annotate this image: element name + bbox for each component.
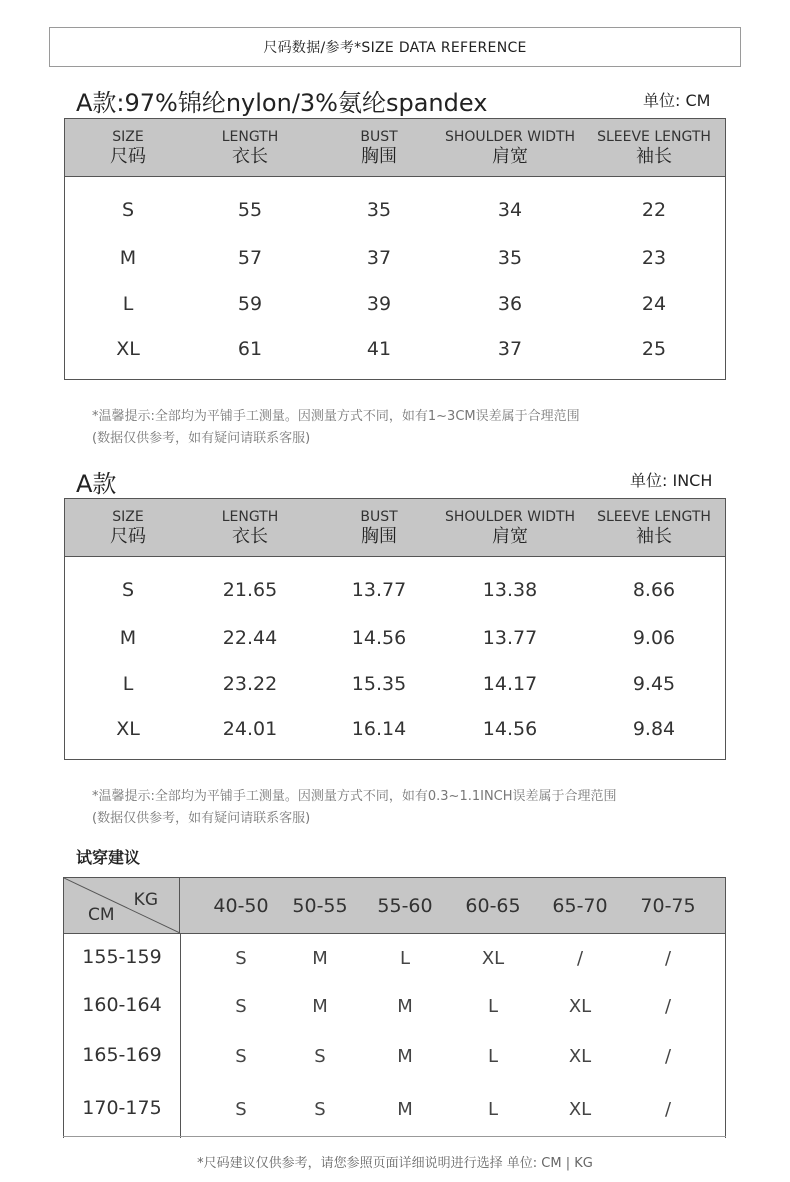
column-header-cn: 衣长 [232, 526, 268, 547]
column-header-cn: 尺码 [110, 146, 146, 167]
fit-size-cell: S [235, 948, 247, 969]
cm-note [92, 406, 580, 450]
fit-size-cell: / [664, 996, 672, 1017]
weight-header: 55-60 [377, 895, 433, 917]
fit-size-cell: / [664, 948, 672, 969]
column-header-en: SLEEVE LENGTH [597, 509, 711, 525]
inch-size-table [64, 498, 726, 760]
column-header [58, 127, 198, 167]
table-cell: 39 [366, 293, 392, 315]
table-cell: 23 [641, 247, 667, 269]
table-cell: 61 [237, 338, 263, 360]
fit-size-cell: M [397, 1099, 413, 1120]
cm-table-title: A款:97%锦纶nylon/3%氨纶spandex [76, 89, 488, 117]
inch-table-title: A款 [76, 470, 117, 498]
table-cell: 22 [641, 199, 667, 221]
column-header-en: BUST [360, 129, 398, 145]
column-header-en: LENGTH [221, 509, 279, 525]
height-row-label: 165-169 [82, 1044, 162, 1066]
inch-note [92, 786, 617, 830]
table-cell: 24.01 [222, 718, 278, 740]
table-cell: 37 [497, 338, 523, 360]
fit-size-cell: S [314, 1099, 326, 1120]
cm-size-table [64, 118, 726, 380]
column-header [180, 507, 320, 547]
size-data-banner: 尺码数据/参考*SIZE DATA REFERENCE [49, 27, 741, 67]
table-cell: 8.66 [632, 579, 676, 601]
table-cell: 14.56 [351, 627, 407, 649]
fit-size-cell: M [397, 1046, 413, 1067]
fit-size-cell: XL [481, 948, 505, 969]
column-header-en: SHOULDER WIDTH [444, 509, 576, 525]
column-header-cn: 肩宽 [492, 146, 528, 167]
fit-column-divider [180, 933, 181, 1138]
table-cell: L [122, 673, 134, 695]
column-header [584, 507, 724, 547]
weight-header: 70-75 [640, 895, 696, 917]
inch-unit-label: 单位: INCH [630, 471, 713, 490]
table-cell: S [121, 579, 135, 601]
table-cell: 23.22 [222, 673, 278, 695]
fit-size-cell: L [487, 1099, 499, 1120]
corner-cm-label: CM [88, 905, 115, 925]
fit-size-cell: L [487, 996, 499, 1017]
cm-note-line2: (数据仅供参考，如有疑问请联系客服) [92, 431, 311, 446]
inch-table-header [65, 499, 725, 557]
table-cell: M [119, 247, 137, 269]
table-cell: 13.77 [351, 579, 407, 601]
table-cell: 57 [237, 247, 263, 269]
table-cell: 9.45 [632, 673, 676, 695]
fit-bottom-line [63, 1136, 726, 1137]
weight-header: 50-55 [292, 895, 348, 917]
table-cell: 15.35 [351, 673, 407, 695]
table-cell: 22.44 [222, 627, 278, 649]
table-cell: 35 [497, 247, 523, 269]
fit-size-cell: L [487, 1046, 499, 1067]
fit-size-cell: / [664, 1046, 672, 1067]
table-cell: 25 [641, 338, 667, 360]
table-cell: 9.84 [632, 718, 676, 740]
fit-size-cell: XL [568, 996, 592, 1017]
column-header [440, 507, 580, 547]
inch-note-line1: *温馨提示:全部均为平铺手工测量。因测量方式不同，如有0.3~1.1INCH误差属于合理范围 [92, 789, 617, 804]
column-header-cn: 胸围 [361, 146, 397, 167]
corner-diagonal-icon [64, 878, 180, 933]
column-header-cn: 袖长 [636, 526, 672, 547]
column-header-en: SLEEVE LENGTH [597, 129, 711, 145]
table-cell: S [121, 199, 135, 221]
column-header [309, 507, 449, 547]
table-cell: 14.56 [482, 718, 538, 740]
column-header-en: SIZE [112, 509, 144, 525]
table-cell: 14.17 [482, 673, 538, 695]
column-header-cn: 袖长 [636, 146, 672, 167]
fit-size-cell: XL [568, 1046, 592, 1067]
height-row-label: 160-164 [82, 994, 162, 1016]
table-cell: 21.65 [222, 579, 278, 601]
table-cell: L [122, 293, 134, 315]
cm-unit-label: 单位: CM [643, 91, 711, 110]
height-row-label: 155-159 [82, 946, 162, 968]
fit-guide-table [63, 877, 726, 1138]
column-header-en: SHOULDER WIDTH [444, 129, 576, 145]
table-cell: XL [116, 338, 140, 360]
column-header [58, 507, 198, 547]
table-cell: 13.38 [482, 579, 538, 601]
weight-header: 40-50 [213, 895, 269, 917]
table-cell: M [119, 627, 137, 649]
column-header-en: BUST [360, 509, 398, 525]
fit-size-cell: M [397, 996, 413, 1017]
column-header [180, 127, 320, 167]
weight-header: 60-65 [465, 895, 521, 917]
column-header-cn: 尺码 [110, 526, 146, 547]
fit-guide-header [64, 878, 725, 934]
table-cell: 55 [237, 199, 263, 221]
fit-corner-cell [64, 878, 180, 933]
fit-size-cell: M [312, 996, 328, 1017]
footer-note: *尺码建议仅供参考，请您参照页面详细说明进行选择 单位: CM | KG [197, 1156, 593, 1171]
fit-size-cell: S [314, 1046, 326, 1067]
column-header-en: SIZE [112, 129, 144, 145]
fit-size-cell: S [235, 1099, 247, 1120]
fit-size-cell: / [664, 1099, 672, 1120]
corner-kg-label: KG [133, 890, 158, 910]
column-header-cn: 衣长 [232, 146, 268, 167]
cm-note-line1: *温馨提示:全部均为平铺手工测量。因测量方式不同，如有1~3CM误差属于合理范围 [92, 409, 580, 424]
fit-size-cell: M [312, 948, 328, 969]
cm-table-header [65, 119, 725, 177]
inch-note-line2: (数据仅供参考，如有疑问请联系客服) [92, 811, 311, 826]
table-cell: XL [116, 718, 140, 740]
column-header-cn: 胸围 [361, 526, 397, 547]
weight-header: 65-70 [552, 895, 608, 917]
fit-size-cell: / [576, 948, 584, 969]
table-cell: 9.06 [632, 627, 676, 649]
table-cell: 35 [366, 199, 392, 221]
fit-guide-title: 试穿建议 [76, 848, 141, 867]
table-cell: 37 [366, 247, 392, 269]
table-cell: 24 [641, 293, 667, 315]
table-cell: 34 [497, 199, 523, 221]
column-header [440, 127, 580, 167]
table-cell: 41 [366, 338, 392, 360]
column-header [309, 127, 449, 167]
height-row-label: 170-175 [82, 1097, 162, 1119]
fit-size-cell: L [399, 948, 411, 969]
table-cell: 59 [237, 293, 263, 315]
fit-size-cell: S [235, 996, 247, 1017]
column-header-en: LENGTH [221, 129, 279, 145]
column-header-cn: 肩宽 [492, 526, 528, 547]
column-header [584, 127, 724, 167]
table-cell: 13.77 [482, 627, 538, 649]
table-cell: 16.14 [351, 718, 407, 740]
fit-size-cell: S [235, 1046, 247, 1067]
fit-size-cell: XL [568, 1099, 592, 1120]
table-cell: 36 [497, 293, 523, 315]
